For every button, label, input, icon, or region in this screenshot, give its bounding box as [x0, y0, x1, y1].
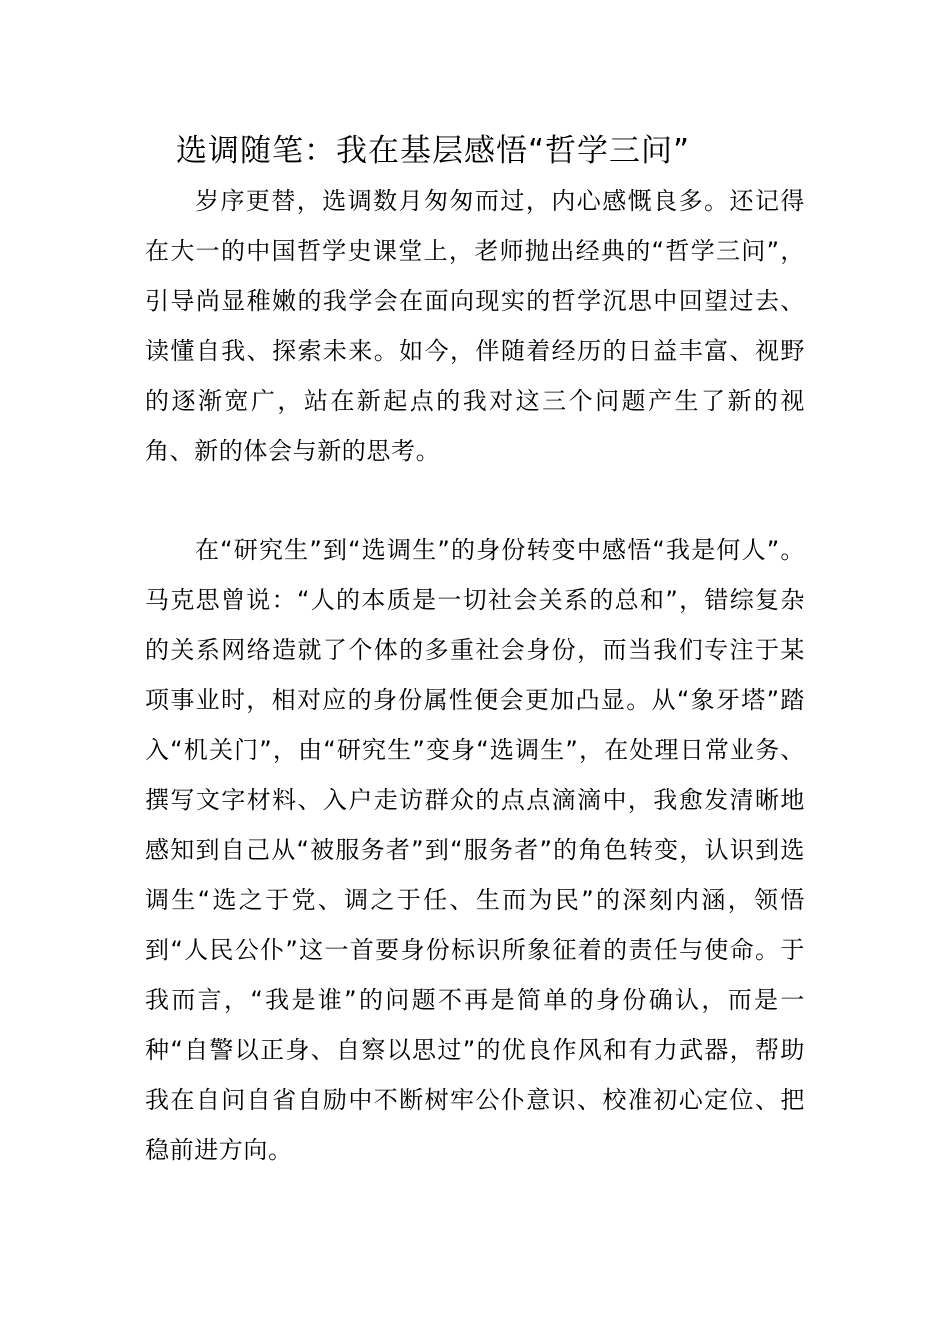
paragraph-identity: 在“研究生”到“选调生”的身份转变中感悟“我是何人”。马克思曾说：“人的本质是一切社会关系的总和”，错综复杂的关系网络造就了个体的多重社会身份，而当我们专注于某项事业时，相对应的身份属性便会更加凸显。从“象牙塔”踏入“机关门”，由“研究生”变身“选调生”，在处理日常业务、撰写文字材料、入户走访群众的点点滴滴中，我愈发清晰地感知到自己从“被服务者”到“服务者”的角色转变，认识到选调生“选之于党、调之于任、生而为民”的深刻内涵，领悟到“人民公仆”这一首要身份标识所象征着的责任与使命。于我而言，“我是谁”的问题不再是简单的身份确认，而是一种“自警以正身、自察以思过”的优良作风和有力武器，帮助我在自问自省自励中不断树牢公仆意识、校准初心定位、把稳前进方向。: [145, 536, 805, 1164]
paragraph-intro: 岁序更替，选调数月匆匆而过，内心感慨良多。还记得在大一的中国哲学史课堂上，老师抛出经典的“哲学三问”，引导尚显稚嫩的我学会在面向现实的哲学沉思中回望过去、读懂自我、探索未来。如今，伴随着经历的日益丰富、视野的逐渐宽广，站在新起点的我对这三个问题产生了新的视角、新的体会与新的思考。: [145, 187, 805, 465]
document-title: 选调随笔：我在基层感悟“哲学三问”: [176, 133, 691, 169]
